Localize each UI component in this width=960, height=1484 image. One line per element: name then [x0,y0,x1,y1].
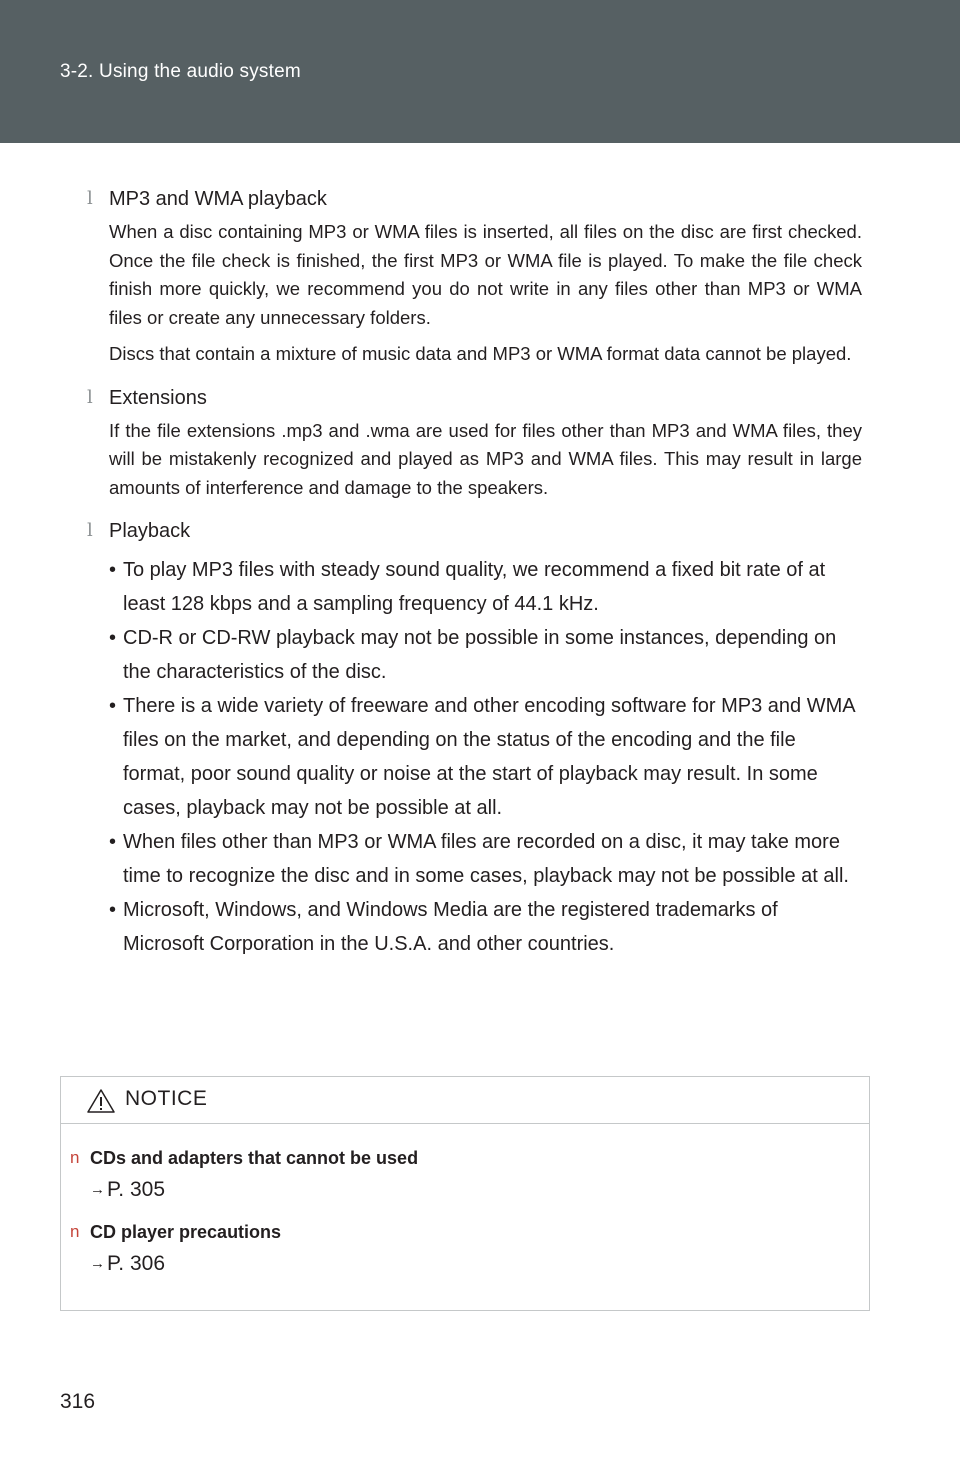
notice-body [61,1124,869,1282]
list-item-text: CD-R or CD-RW playback may not be possible in some instances, depending on the characteristics of the disc. [123,627,837,683]
list-item-text: To play MP3 files with steady sound quality, we recommend a fixed bit rate of at least 128 kbps and a sampling frequency of 44.1 kHz. [123,559,826,615]
square-bullet-icon: n [70,1148,80,1167]
notice-item-heading [70,1144,869,1172]
section-playback [87,515,862,961]
paragraph: If the file extensions .mp3 and .wma are used for files other than MP3 and WMA files, they will be mistakenly recognized and played as MP3 and WMA files. This may result in large amounts of interference and damage to the speakers. [109,419,862,498]
notice-header [61,1077,869,1124]
main-content [87,183,862,974]
section-heading [87,183,862,215]
notice-item [70,1144,869,1208]
dot-icon: • [109,627,117,649]
section-heading-text: MP3 and WMA playback [109,188,327,210]
page-reference-text: P. 305 [107,1178,166,1201]
page-header [0,0,960,143]
dot-icon: • [109,695,117,717]
arrow-right-icon: → [90,1181,105,1198]
arrow-right-icon: → [90,1255,105,1272]
notice-item-heading-text: CDs and adapters that cannot be used [90,1148,419,1168]
dot-icon: • [109,899,117,921]
paragraph: When a disc containing MP3 or WMA files is inserted, all files on the disc are first checked. Once the file check is finished, the first MP3 or WMA file is played. To make the file check finish more quickly, we recommend you do not write in any files other than MP3 or WMA files or create any unnecessary folders. [109,221,862,328]
notice-box [60,1076,870,1311]
section-extensions [87,382,862,503]
section-mp3-wma-playback [87,183,862,369]
notice-item [70,1218,869,1282]
notice-title: NOTICE [125,1087,208,1110]
paragraph: Discs that contain a mixture of music data and MP3 or WMA format data cannot be played. [109,343,852,364]
list-item [109,553,862,621]
bullet-icon: l [87,386,93,408]
section-heading-text: Playback [109,520,191,542]
notice-item-heading-text: CD player precautions [90,1222,282,1242]
square-bullet-icon: n [70,1222,80,1241]
list-item-text: There is a wide variety of freeware and other encoding software for MP3 and WMA files on the market, and depending on the status of the encoding and the file format, poor sound quality or noise at the start of playback may result. In some cases, playback may not be possible at all. [123,695,855,819]
list-item-text: When files other than MP3 or WMA files are recorded on a disc, it may take more time to recognize the disc and in some cases, playback may not be possible at all. [123,831,849,887]
section-title: 3-2. Using the audio system [60,61,301,82]
page-number: 316 [60,1390,96,1413]
section-heading-text: Extensions [109,386,207,409]
list-item [109,621,862,689]
dot-icon: • [109,559,117,581]
playback-list [109,553,862,961]
dot-icon: • [109,831,117,853]
bullet-icon: l [87,520,93,541]
section-heading [87,515,862,547]
page-reference-text: P. 306 [107,1252,166,1275]
warning-icon [87,1089,115,1113]
page-reference-link[interactable] [90,1172,869,1208]
notice-item-heading [70,1218,869,1246]
list-item [109,689,862,825]
section-heading [87,382,862,414]
list-item [109,825,862,893]
bullet-icon: l [87,188,93,209]
list-item-text: Microsoft, Windows, and Windows Media are the registered trademarks of Microsoft Corporation in the U.S.A. and other countries. [123,899,778,955]
page-reference-link[interactable] [90,1246,869,1282]
list-item [109,893,862,961]
